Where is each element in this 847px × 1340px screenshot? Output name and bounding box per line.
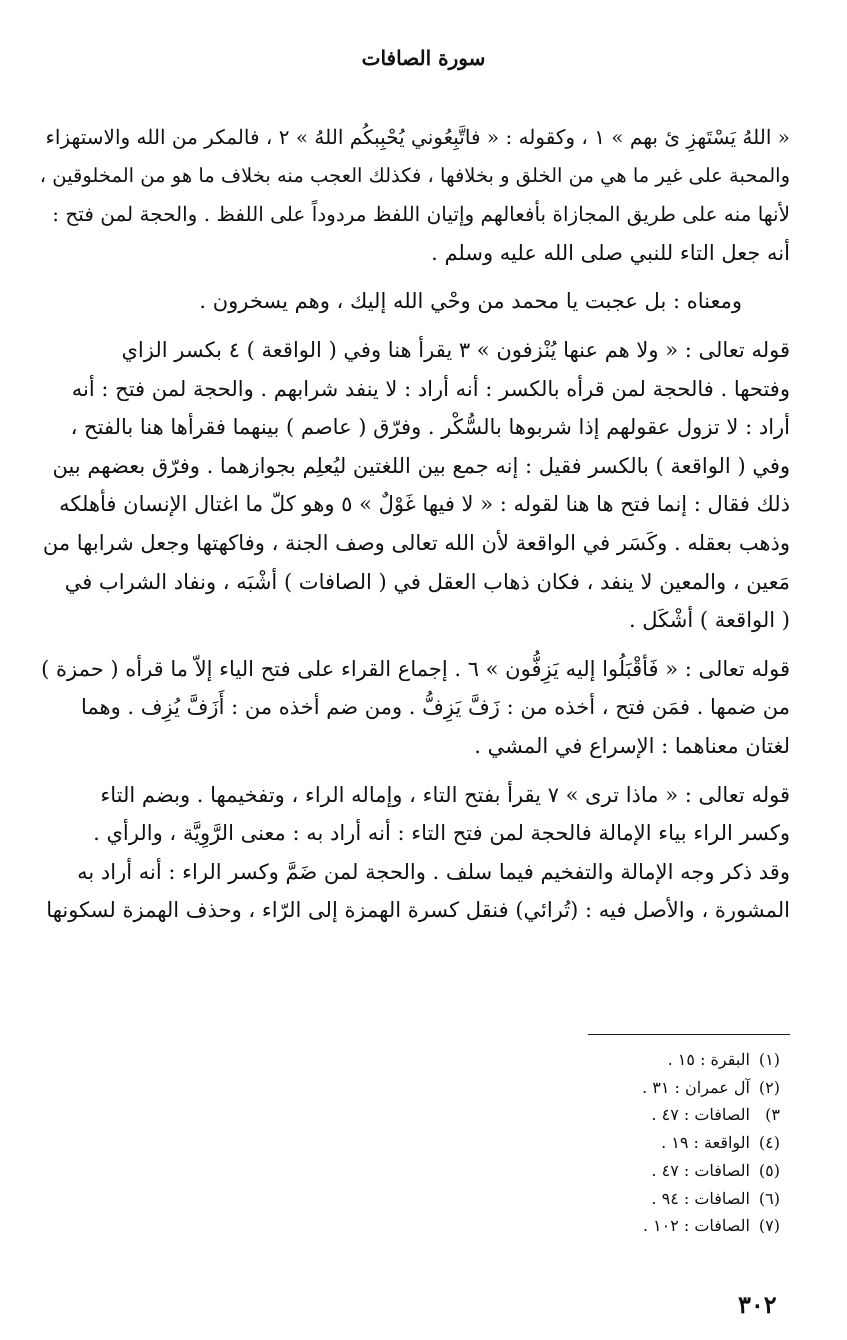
- footnote-number: (٦): [758, 1188, 780, 1208]
- text-line: قوله تعالى : « فَأقْبَلُوا إليه يَزِفُّون » ٦ . إجماع القراء على فتح الياء إلاّ ما قرأه ( حمزة ): [41, 656, 790, 681]
- text-line: وقد ذكر وجه الإمالة والتفخيم فيما سلف . والحجة لمن ضَمَّ وكسر الراء : أنه أراد به: [77, 859, 790, 884]
- footnote-number: (٧): [758, 1216, 780, 1236]
- footnote-item: [540, 1185, 780, 1213]
- footnote-text: آل عمران : ٣١ .: [642, 1077, 750, 1097]
- main-text: [40, 118, 790, 930]
- paragraph-4: [40, 650, 790, 766]
- footnote-text: الصافات : ٤٧ .: [651, 1160, 750, 1180]
- text-line: وكسر الراء بياء الإمالة فالحجة لمن فتح التاء : أنه أراد به : معنى الرَّوِيَّة ، والرأي .: [93, 821, 790, 846]
- text-line: والمحبة على غير ما هي من الخلق و بخلافها ، فكذلك العجب منه بخلاف ما هو من المخلوقين ،: [40, 163, 790, 187]
- footnote-number: (٤): [758, 1133, 780, 1153]
- paragraph-3: [40, 331, 790, 640]
- text-line: أنه جعل التاء للنبي صلى الله عليه وسلم .: [431, 240, 790, 265]
- text-line: ذلك فقال : إنما فتح ها هنا لقوله : « لا فيها غَوْلٌ » ٥ وهو كلّ ما اغتال الإنسان فأهلكه: [59, 492, 790, 517]
- text-line: لأنها منه على طريق المجازاة بأفعالهم وإتيان اللفظ مردوداً على اللفظ . والحجة لمن فتح :: [52, 202, 790, 227]
- footnote-text: الصافات : ١٠٢ .: [642, 1216, 750, 1236]
- footnote-divider: [588, 1034, 790, 1035]
- text-line: وذهب بعقله . وكَسَر في الواقعة لأن الله تعالى وصف الجنة ، وفاكهتها وجعل شرابها من: [42, 530, 790, 555]
- text-line: « اللهُ يَسْتَهزِ ئ بهم » ١ ، وكقوله : « فاتَّبِعُوني يُحْبِبكُم اللهُ » ٢ ، فالمكر من الله والاستهزاء: [45, 125, 790, 149]
- text-line: قوله تعالى : « ماذا ترى » ٧ يقرأ بفتح التاء ، وإماله الراء ، وتفخيمها . وبضم التاء: [100, 782, 790, 807]
- text-line: أراد : لا تزول عقولهم إذا شربوها بالسُّكْر . وفرّق ( عاصم ) بينهما فقرأها هنا بالفتح ،: [70, 415, 790, 440]
- text-line: ومعناه : بل عجبت يا محمد من وحْي الله إليك ، وهم يسخرون .: [199, 289, 742, 314]
- text-line: لغتان معناهما : الإسراع في المشي .: [474, 733, 790, 758]
- footnote-number: (٢): [758, 1077, 780, 1097]
- footnote-item: [540, 1212, 780, 1240]
- text-line: وفي ( الواقعة ) بالكسر فقيل : إنه جمع بين اللغتين ليُعلِم بجوازهما . وفرّق بعضهم بين: [52, 453, 790, 478]
- footnote-item: [540, 1157, 780, 1185]
- footnote-number: (٥): [758, 1160, 780, 1180]
- footnote-item: [540, 1046, 780, 1074]
- text-line: وفتحها . فالحجة لمن قرأه بالكسر : أنه أراد : لا ينفد شرابهم . والحجة لمن فتح : أنه: [71, 376, 790, 401]
- footnote-number: ٣): [765, 1105, 780, 1125]
- footnote-text: الواقعة : ١٩ .: [661, 1133, 750, 1153]
- text-line: من ضمها . فمَن فتح ، أخذه من : زَفَّ يَزِفُّ . ومن ضم أخذه من : أَزَفَّ يُزِف . وهما: [81, 695, 790, 720]
- paragraph-2: [40, 282, 790, 321]
- footnotes: [540, 1046, 780, 1240]
- footnote-text: الصافات : ٩٤ .: [651, 1188, 750, 1208]
- paragraph-5: [40, 776, 790, 930]
- text-line: ( الواقعة ) أشْكَل .: [628, 608, 790, 633]
- paragraph-1: [40, 118, 790, 272]
- footnote-number: (١): [758, 1050, 780, 1069]
- footnote-item: [540, 1074, 780, 1102]
- footnote-text: الصافات : ٤٧ .: [651, 1105, 750, 1125]
- text-line: مَعين ، والمعين لا ينفد ، فكان ذهاب العقل في ( الصافات ) أشْبَه ، ونفاد الشراب في: [64, 569, 790, 594]
- text-line: المشورة ، والأصل فيه : (تُرائي) فنقل كسرة الهمزة إلى الرّاء ، وحذف الهمزة لسكونها: [46, 898, 790, 923]
- footnote-item: [540, 1101, 780, 1129]
- footnote-text: البقرة : ١٥ .: [667, 1050, 750, 1069]
- page-header-surah-title: سورة الصافات: [361, 46, 486, 70]
- text-line: قوله تعالى : « ولا هم عنها يُنْزفون » ٣ يقرأ هنا وفي ( الواقعة ) ٤ بكسر الزاي: [121, 337, 790, 362]
- page-number: ٣٠٢: [738, 1290, 777, 1319]
- footnote-item: [540, 1129, 780, 1157]
